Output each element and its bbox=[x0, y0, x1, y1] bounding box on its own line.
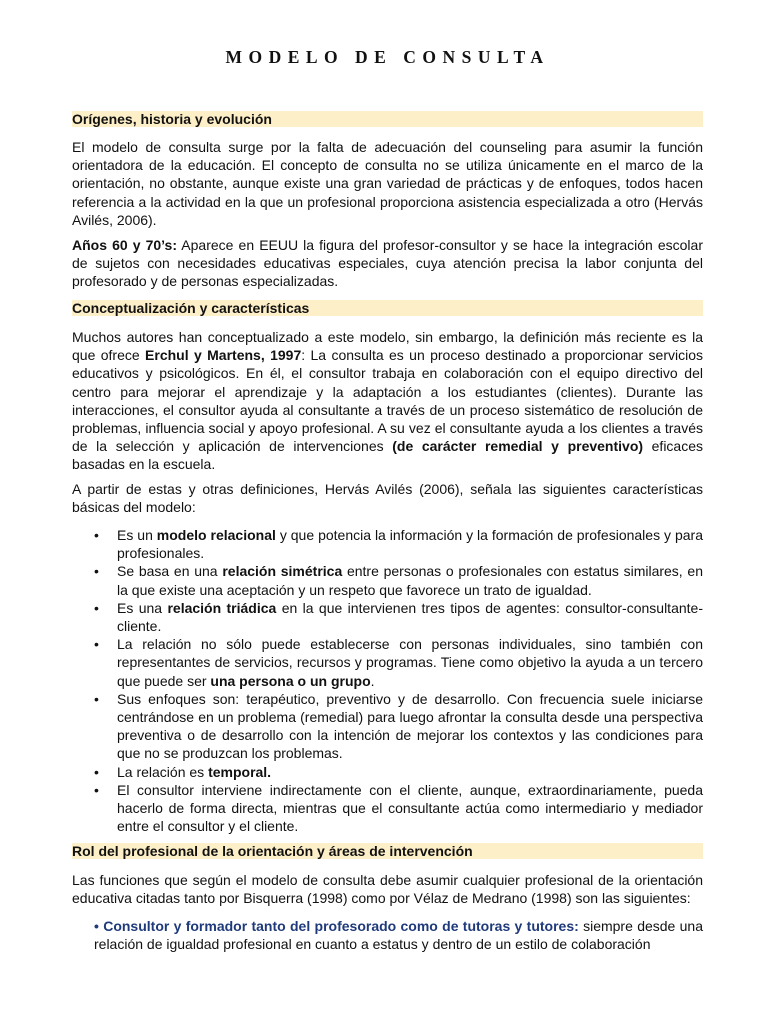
item-bold: una persona o un grupo bbox=[210, 672, 371, 689]
list-item bbox=[72, 526, 703, 562]
item-text: La relación no sólo puede establecerse con personas individuales, sino también con representantes de servicios, recursos y programas. Tiene como objetivo la ayuda a un tercero que puede ser bbox=[117, 636, 703, 689]
item-text: y que potencia la información y la formación de profesionales y para profesionales. bbox=[117, 527, 703, 562]
bullet-icon: • bbox=[94, 527, 99, 543]
bullet-icon: • bbox=[94, 563, 99, 580]
paragraph-funciones: Las funciones que según el modelo de consulta debe asumir cualquier profesional de la orientación educativa citadas tanto por Bisquerra (1998) como por Vélaz de Medrano (1998) son las siguientes: bbox=[72, 872, 703, 907]
list-item bbox=[72, 781, 703, 836]
item-text: La relación es bbox=[117, 763, 209, 780]
paragraph-anos-60-70 bbox=[72, 236, 703, 291]
item-bold: temporal. bbox=[208, 763, 272, 780]
paragraph-text: Aparece en EEUU la figura del profesor-consultor y se hace la integración escolar de sujetos con necesidades educativas especiales, cuya atención precisa la labor conjunta del profesorado y de personas especializadas. bbox=[72, 237, 703, 290]
item-text: entre personas o profesionales con estatus similares, en la que existe una aceptación y un respeto que favorece un trato de igualdad. bbox=[117, 563, 703, 598]
section-heading-origenes: Orígenes, historia y evolución bbox=[72, 111, 703, 127]
item-text: . bbox=[370, 672, 375, 689]
item-text: en la que intervienen tres tipos de agentes: consultor-consultante-cliente. bbox=[117, 599, 703, 635]
list-item bbox=[72, 690, 703, 763]
list-item bbox=[72, 763, 703, 781]
paragraph-bold-lead: Años 60 y 70’s: bbox=[72, 237, 177, 253]
paragraph-bold-citation: Erchul y Martens, 1997 bbox=[145, 347, 302, 364]
paragraph-caracteristicas-intro: A partir de estas y otras definiciones, Hervás Avilés (2006), señala las siguientes características básicas del modelo: bbox=[72, 481, 703, 516]
item-text: El consultor interviene indirectamente con el cliente, aunque, extraordinariamente, pueda hacerlo de forma directa, mientras que el consultante actúa como intermediario y mediador entre el consultor y el cliente. bbox=[117, 781, 703, 835]
list-item bbox=[72, 635, 703, 690]
characteristics-list bbox=[72, 526, 703, 835]
paragraph-text: eficaces basadas en la escuela. bbox=[72, 438, 704, 473]
paragraph-consultor-formador bbox=[72, 917, 703, 953]
item-text: Sus enfoques son: terapéutico, preventivo y de desarrollo. Con frecuencia suele iniciarse centrándose en un problema (remedial) para luego afrontar la consulta desde una perspectiva preventiva o de desarrollo con la intención de mejorar los contextos y las condiciones para que no se produzcan los problemas. bbox=[117, 690, 703, 762]
item-bold: modelo relacional bbox=[156, 527, 276, 543]
item-bold: relación triádica bbox=[167, 599, 277, 616]
bullet-icon: • bbox=[94, 690, 99, 707]
item-bold: relación simétrica bbox=[222, 563, 343, 580]
bullet-icon: • bbox=[94, 636, 99, 653]
bullet-icon: • bbox=[94, 763, 99, 780]
item-blue-lead: • Consultor y formador tanto del profesorado como de tutoras y tutores: bbox=[94, 918, 579, 934]
paragraph-bold-emphasis: (de carácter remedial y preventivo) bbox=[392, 438, 644, 455]
item-text: Es una bbox=[117, 599, 168, 616]
list-item bbox=[72, 599, 703, 635]
paragraph-origenes: El modelo de consulta surge por la falta de adecuación del counseling para asumir la función orientadora de la educación. El concepto de consulta no se utiliza únicamente en el marco de la orientación, no obstante, aunque existe una gran variedad de prácticas y de enfoques, todos hacen referencia a la actividad en la que un profesional proporciona asistencia especializada a otro (Hervás Avilés, 2006). bbox=[72, 139, 703, 228]
bullet-icon: • bbox=[94, 781, 99, 798]
paragraph-text: : La consulta es un proceso destinado a proporcionar servicios educativos y psicológicos. En él, el consultor trabaja en colaboración con el equipo directivo del centro para mejorar el aprendizaje y la adaptación a los estudiantes (clientes). Durante las interacciones, el consultor ayuda al consultante a través de un proceso sistemático de resolución de problemas, influencia social y apoyo profesional. A su vez el consultante ayuda a los clientes a través de la selección y aplicación de intervenciones bbox=[72, 347, 703, 455]
paragraph-text: Muchos autores han conceptualizado a este modelo, sin embargo, la definición más reciente es la que ofrece bbox=[72, 329, 703, 364]
section-heading-conceptualizacion: Conceptualización y características bbox=[72, 300, 703, 316]
paragraph-definicion bbox=[72, 328, 703, 474]
list-item bbox=[72, 562, 703, 598]
item-text: Se basa en una bbox=[117, 563, 223, 580]
section-heading-rol: Rol del profesional de la orientación y áreas de intervención bbox=[72, 843, 703, 859]
document-title: MODELO DE CONSULTA bbox=[225, 47, 550, 67]
item-text: Es un bbox=[117, 527, 157, 543]
item-text: siempre desde una relación de igualdad profesional en cuanto a estatus y dentro de un estilo de colaboración bbox=[94, 918, 704, 953]
bullet-icon: • bbox=[94, 599, 99, 616]
